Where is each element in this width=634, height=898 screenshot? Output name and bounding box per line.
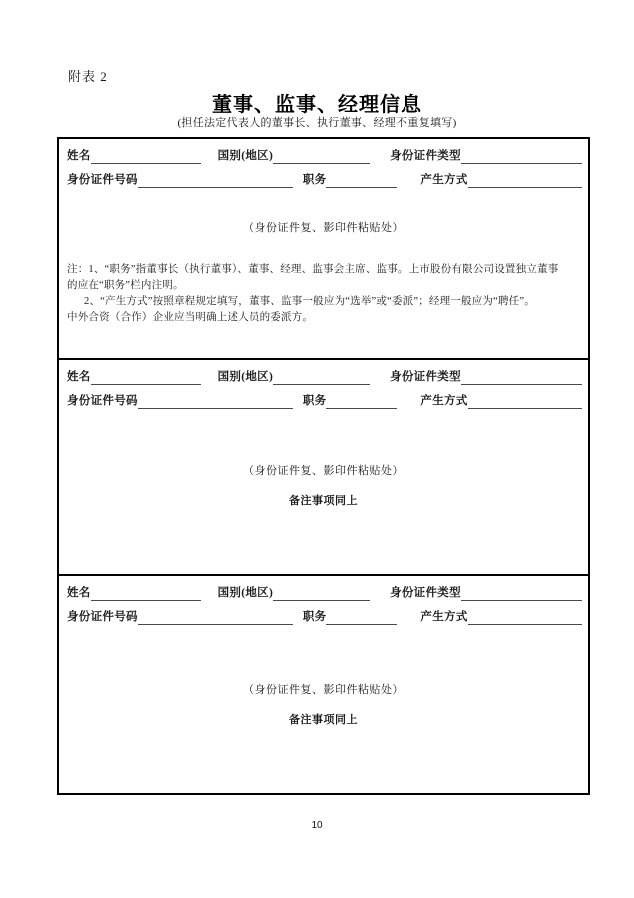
page-title: 董事、监事、经理信息 bbox=[212, 94, 422, 116]
officer-section-3 bbox=[59, 574, 588, 793]
note-line: 中外合资（合作）企业应当明确上述人员的委派方。 bbox=[67, 312, 314, 323]
field-row-position bbox=[67, 172, 582, 188]
name-blank bbox=[91, 370, 201, 385]
appointment-method-blank bbox=[468, 394, 582, 409]
id-number-label: 身份证件号码 bbox=[67, 174, 138, 186]
nationality-blank bbox=[273, 586, 370, 601]
remark-same-as-above: 备注事项同上 bbox=[289, 714, 358, 726]
name-label: 姓名 bbox=[67, 587, 91, 599]
id-type-label: 身份证件类型 bbox=[390, 587, 461, 599]
id-copy-paste-area-note: （身份证件复、影印件粘贴处） bbox=[243, 465, 404, 477]
position-blank bbox=[326, 173, 397, 188]
position-label: 职务 bbox=[302, 174, 327, 186]
nationality-blank bbox=[273, 149, 370, 164]
id-copy-paste-area-note: （身份证件复、影印件粘贴处） bbox=[243, 222, 404, 234]
officer-section-2 bbox=[59, 358, 588, 574]
note-line: 2、“产生方式”按照章程规定填写，董事、监事一般应为“选举”或“委派”；经理一般应为“聘任”。 bbox=[84, 296, 535, 307]
id-type-blank bbox=[461, 370, 582, 385]
appointment-method-label: 产生方式 bbox=[420, 611, 468, 623]
nationality-label: 国别(地区) bbox=[217, 587, 274, 599]
form-box bbox=[57, 137, 590, 795]
id-number-blank bbox=[138, 394, 293, 409]
name-blank bbox=[91, 586, 201, 601]
position-blank bbox=[326, 394, 397, 409]
nationality-label: 国别(地区) bbox=[217, 371, 274, 383]
position-label: 职务 bbox=[302, 395, 327, 407]
officer-section-1 bbox=[59, 139, 588, 358]
field-row-position bbox=[67, 393, 582, 409]
position-blank bbox=[326, 610, 397, 625]
id-number-blank bbox=[138, 610, 293, 625]
note-line: 的应在“职务”栏内注明。 bbox=[67, 280, 184, 291]
field-row-identity bbox=[67, 585, 582, 601]
appointment-method-label: 产生方式 bbox=[420, 395, 468, 407]
name-label: 姓名 bbox=[67, 371, 91, 383]
notes-block bbox=[67, 262, 583, 326]
id-type-blank bbox=[461, 149, 582, 164]
appointment-method-blank bbox=[468, 173, 582, 188]
field-row-identity bbox=[67, 148, 582, 164]
appointment-method-blank bbox=[468, 610, 582, 625]
name-label: 姓名 bbox=[67, 150, 91, 162]
id-number-blank bbox=[138, 173, 293, 188]
id-number-label: 身份证件号码 bbox=[67, 611, 138, 623]
id-type-label: 身份证件类型 bbox=[390, 371, 461, 383]
name-blank bbox=[91, 149, 201, 164]
nationality-label: 国别(地区) bbox=[217, 150, 274, 162]
field-row-identity bbox=[67, 369, 582, 385]
page-number: 10 bbox=[311, 820, 323, 831]
note-line: 注：1、“职务”指董事长（执行董事）、董事、经理、监事会主席、监事。上市股份有限公司设置独立董事 bbox=[67, 264, 559, 275]
id-type-label: 身份证件类型 bbox=[390, 150, 461, 162]
id-type-blank bbox=[461, 586, 582, 601]
position-label: 职务 bbox=[302, 611, 327, 623]
id-number-label: 身份证件号码 bbox=[67, 395, 138, 407]
appendix-label: 附表 2 bbox=[68, 69, 108, 84]
appointment-method-label: 产生方式 bbox=[420, 174, 468, 186]
id-copy-paste-area-note: （身份证件复、影印件粘贴处） bbox=[243, 684, 404, 696]
remark-same-as-above: 备注事项同上 bbox=[289, 495, 358, 507]
nationality-blank bbox=[273, 370, 370, 385]
field-row-position bbox=[67, 609, 582, 625]
page-subtitle: (担任法定代表人的董事长、执行董事、经理不重复填写) bbox=[177, 117, 457, 129]
